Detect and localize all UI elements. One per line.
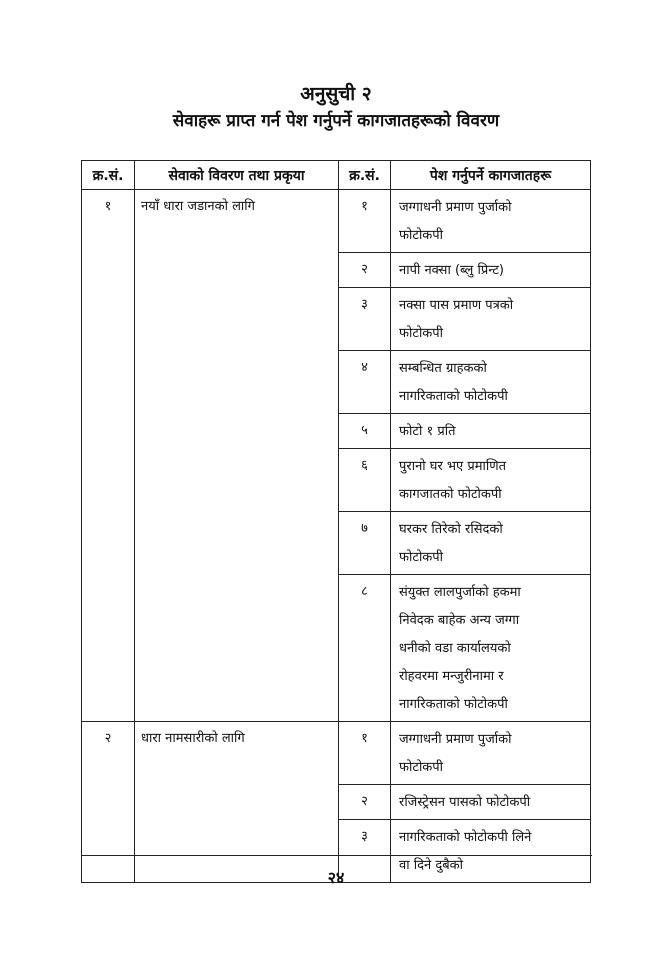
column-header-document-sn: क्र.सं.: [339, 161, 391, 190]
required-document: [391, 785, 591, 820]
document-serial-number: ७: [339, 512, 391, 575]
page-title: अनुसुची २: [300, 83, 372, 105]
column-header-service-description: सेवाको विवरण तथा प्रकृया: [135, 161, 339, 190]
document-text-line: फोटो १ प्रति: [399, 424, 456, 439]
table-header-row: [82, 161, 591, 190]
document-text-line: कागजातको फोटोकपी: [399, 487, 502, 502]
document-serial-number: ३: [339, 820, 391, 883]
document-text-line: वा दिने दुबैको: [399, 858, 464, 873]
required-document: [391, 351, 591, 414]
document-text-line: जग्गाधनी प्रमाण पुर्जाको: [399, 732, 512, 747]
document-text-line: फोटोकपी: [399, 228, 444, 243]
service-serial-number: १: [82, 190, 135, 722]
document-serial-number: ६: [339, 449, 391, 512]
required-document: [391, 449, 591, 512]
document-serial-number: ४: [339, 351, 391, 414]
required-document: [391, 253, 591, 288]
required-document: [391, 190, 591, 253]
table-body: [82, 190, 591, 883]
documents-table: [81, 160, 591, 883]
table-row: [82, 190, 591, 253]
document-text-line: जग्गाधनी प्रमाण पुर्जाको: [399, 200, 512, 215]
document-text-line: नागरिकताको फोटोकपी: [399, 697, 508, 712]
required-document: [391, 414, 591, 449]
table-row: [82, 722, 591, 785]
document-text-line: फोटोकपी: [399, 760, 444, 775]
document-text-line: घरकर तिरेको रसिदको: [399, 522, 503, 537]
document-serial-number: २: [339, 785, 391, 820]
document-serial-number: २: [339, 253, 391, 288]
required-document: [391, 512, 591, 575]
document-serial-number: ८: [339, 575, 391, 722]
page-number: २४: [327, 868, 345, 887]
footer-divider: [81, 855, 592, 856]
document-text-line: नागरिकताको फोटोकपी: [399, 389, 508, 404]
document-text-line: रजिस्ट्रेसन पासको फोटोकपी: [399, 795, 531, 810]
document-text-line: फोटोकपी: [399, 550, 444, 565]
document-text-line: धनीको वडा कार्यालयको: [399, 641, 511, 656]
document-text-line: सम्बन्धित ग्राहकको: [399, 361, 487, 376]
document-text-line: नापी नक्सा (ब्लु प्रिन्ट): [399, 263, 504, 278]
required-document: [391, 288, 591, 351]
document-serial-number: ५: [339, 414, 391, 449]
document-text-line: फोटोकपी: [399, 326, 444, 341]
service-description: नयाँ धारा जडानको लागि: [135, 190, 339, 722]
document-serial-number: १: [339, 722, 391, 785]
document-serial-number: ३: [339, 288, 391, 351]
document-text-line: नक्सा पास प्रमाण पत्रको: [399, 298, 514, 313]
document-text-line: निवेदक बाहेक अन्य जग्गा: [399, 613, 520, 628]
document-text-line: संयुक्त लालपुर्जाको हकमा: [399, 585, 521, 600]
column-header-required-documents: पेश गर्नुपर्ने कागजातहरू: [391, 161, 591, 190]
required-document: [391, 575, 591, 722]
required-document: [391, 722, 591, 785]
service-description: धारा नामसारीको लागि: [135, 722, 339, 883]
document-serial-number: १: [339, 190, 391, 253]
column-header-service-sn: क्र.सं.: [82, 161, 135, 190]
document-text-line: पुरानो घर भए प्रमाणित: [399, 459, 507, 474]
page-subtitle: सेवाहरू प्राप्त गर्न पेश गर्नुपर्ने कागजातहरूको विवरण: [172, 111, 500, 131]
document-text-line: नागरिकताको फोटोकपी लिने: [399, 830, 532, 845]
document-text-line: रोहवरमा मन्जुरीनामा र: [399, 669, 504, 684]
service-serial-number: २: [82, 722, 135, 883]
